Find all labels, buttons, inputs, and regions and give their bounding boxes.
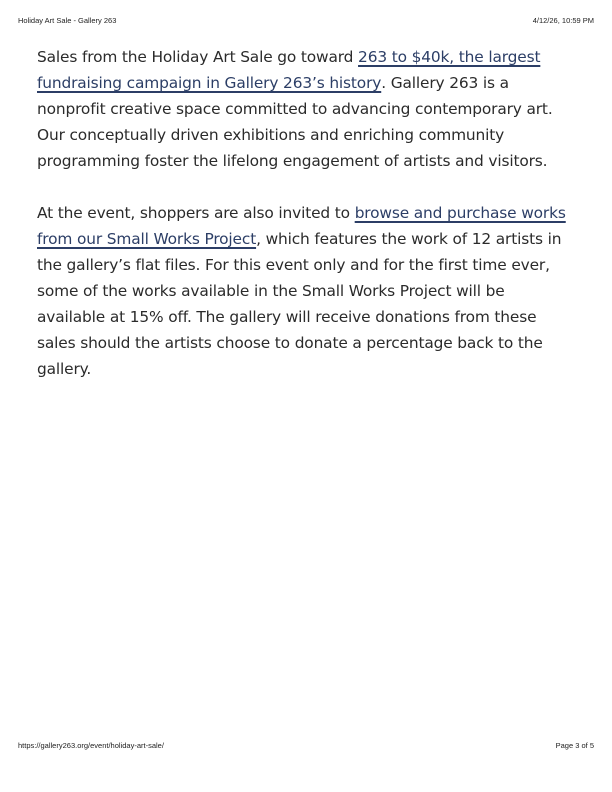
print-datetime: 4/12/26, 10:59 PM xyxy=(532,16,594,25)
article-body xyxy=(37,44,577,382)
print-footer xyxy=(18,741,594,750)
paragraph-campaign-rest: . Gallery 263 is a nonprofit creative space committed to advancing contemporary art. Our conceptually driven exhibitions and enriching community programming foster the lifelong engagement of artists and visitors. xyxy=(37,74,553,170)
print-header xyxy=(18,16,594,25)
paragraph-campaign xyxy=(37,44,577,174)
document-title: Holiday Art Sale - Gallery 263 xyxy=(18,16,117,25)
paragraph-small-works-rest: , which features the work of 12 artists in the gallery’s flat files. For this event only and for the first time ever, some of the works available in the Small Works Project will be available at 15% off. The gallery will receive donations from these sales should the artists choose to donate a percentage back to the gallery. xyxy=(37,230,562,378)
page-number: Page 3 of 5 xyxy=(555,741,594,750)
paragraph-campaign-lead: Sales from the Holiday Art Sale go toward xyxy=(37,48,359,66)
page-url: https://gallery263.org/event/holiday-art-sale/ xyxy=(18,741,164,750)
small-works-link[interactable]: browse and purchase works from our Small Works Project xyxy=(37,204,566,248)
campaign-link[interactable]: 263 to $40k, the largest fundraising campaign in Gallery 263’s history xyxy=(37,48,541,92)
paragraph-small-works-lead: At the event, shoppers are also invited to xyxy=(37,204,355,222)
paragraph-small-works xyxy=(37,200,577,382)
